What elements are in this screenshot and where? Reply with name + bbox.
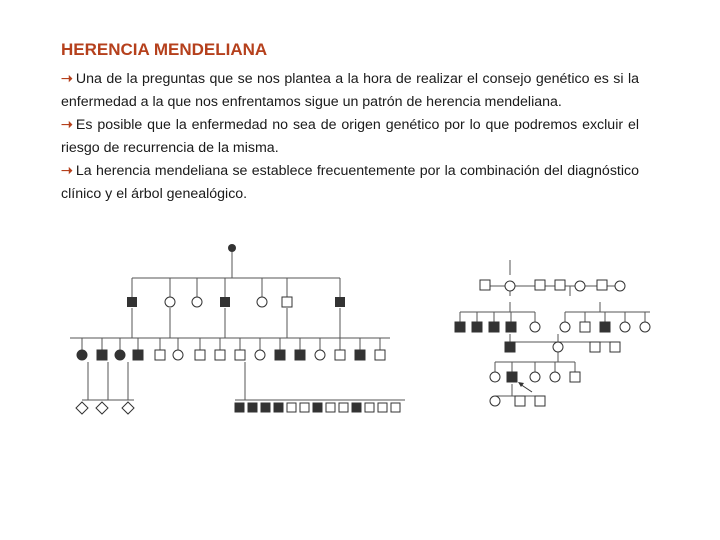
bullet-paragraph xyxy=(61,68,639,114)
pedigree-chart-left xyxy=(60,240,420,420)
arrow-right-icon: ➝ xyxy=(61,163,73,179)
bullet-paragraph xyxy=(61,114,639,160)
arrow-right-icon: ➝ xyxy=(61,71,73,87)
text-block xyxy=(61,68,639,206)
bullet-paragraph xyxy=(61,160,639,206)
pedigree-chart-right xyxy=(440,250,670,420)
bullet-text: Es posible que la enfermedad no sea de origen genético por lo que podremos excluir el riesgo de recurrencia de la misma. xyxy=(61,117,639,156)
slide-title: HERENCIA MENDELIANA xyxy=(61,40,268,59)
arrow-right-icon: ➝ xyxy=(61,117,73,133)
bullet-text: La herencia mendeliana se establece frecuentemente por la combinación del diagnóstico clínico y el árbol genealógico. xyxy=(61,163,639,202)
bullet-text: Una de la preguntas que se nos plantea a la hora de realizar el consejo genético es si la enfermedad a la que nos enfrentamos sigue un patrón de herencia mendeliana. xyxy=(61,71,639,110)
